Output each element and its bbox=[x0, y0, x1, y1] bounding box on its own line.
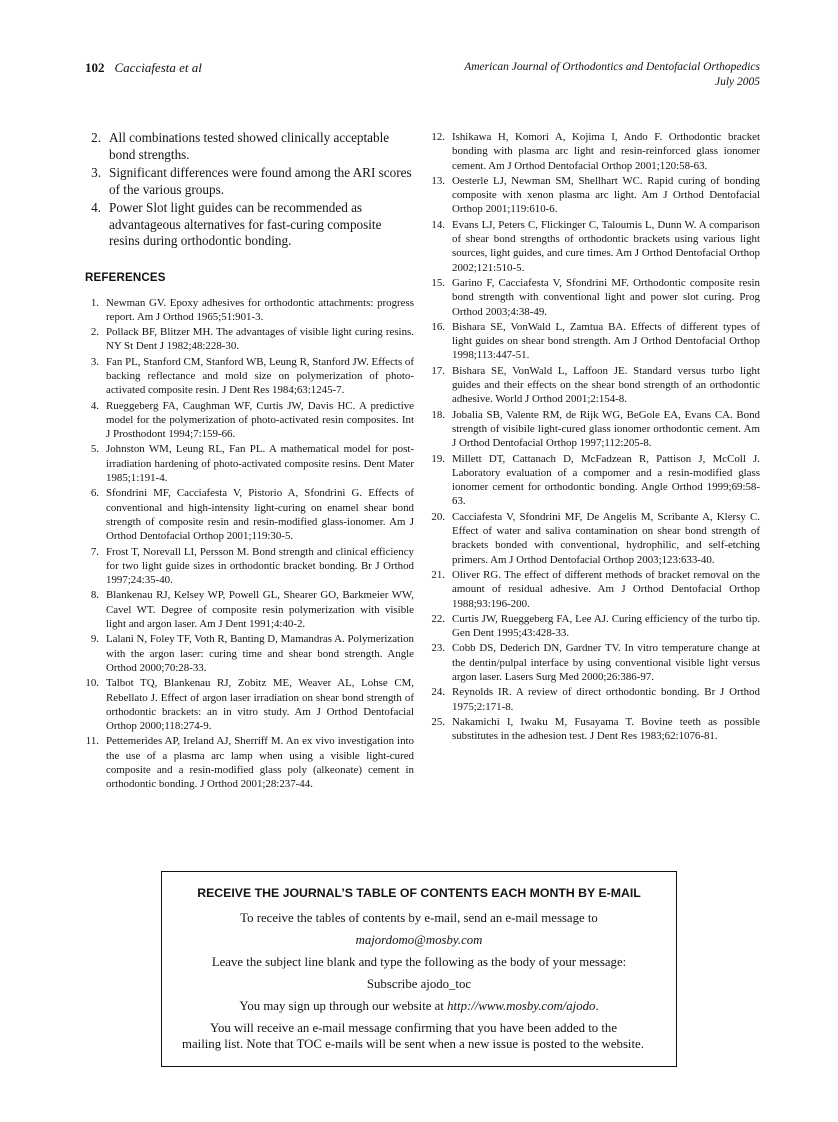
reference-number: 9. bbox=[90, 633, 99, 646]
reference-number: 16. bbox=[431, 320, 445, 333]
conclusion-text: Significant differences were found among the ARI scores of the various groups. bbox=[109, 165, 412, 197]
journal-name: American Journal of Orthodontics and Dentofacial Orthopedics bbox=[464, 61, 760, 73]
references-heading: REFERENCES bbox=[85, 271, 166, 284]
running-head-right bbox=[464, 60, 760, 90]
conclusions-list bbox=[85, 130, 414, 250]
reference-number: 20. bbox=[431, 510, 445, 523]
reference-text: Millett DT, Cattanach D, McFadzean R, Pattison J, McColl J. Laboratory evaluation of a compomer and a resin-modified glass ionomer cement for orthodontic bonding. Angle Orthod 1999;69:58-63. bbox=[452, 452, 760, 508]
reference-number: 15. bbox=[431, 276, 445, 289]
reference-item bbox=[431, 130, 760, 173]
email-address: majordomo@mosby.com bbox=[355, 932, 483, 947]
toc-instruction-line-2: Leave the subject line blank and type the following as the body of your message: bbox=[211, 954, 627, 969]
reference-text: Garino F, Cacciafesta V, Sfondrini MF. Orthodontic composite resin bond strength with conventional light and power slot curing. Prog Orthod 2003;4:38-49. bbox=[452, 276, 760, 318]
reference-item bbox=[85, 296, 414, 325]
reference-number: 2. bbox=[90, 326, 99, 339]
reference-item bbox=[431, 364, 760, 407]
reference-item bbox=[85, 734, 414, 791]
reference-text: Talbot TQ, Blankenau RJ, Zobitz ME, Weaver AL, Lohse CM, Rebellato J. Effect of argon laser irradiation on shear bond strength of orthodontic brackets: an in vitro study. Am J Orthod Dentofacial Orthop 2000;118:274-9. bbox=[106, 677, 414, 733]
reference-text: Cobb DS, Dederich DN, Gardner TV. In vitro temperature change at the dentin/pulpal interface by using conventional visible light versus argon laser. Lasers Surg Med 2000;26:386-97. bbox=[452, 642, 760, 683]
reference-number: 22. bbox=[431, 612, 445, 625]
conclusion-number: 2. bbox=[91, 130, 101, 145]
reference-item bbox=[431, 408, 760, 451]
reference-item bbox=[85, 355, 414, 398]
references-list-right bbox=[431, 130, 760, 743]
reference-number: 21. bbox=[431, 568, 445, 581]
reference-text: Reynolds IR. A review of direct orthodontic bonding. Br J Orthod 1975;2:171-8. bbox=[452, 686, 760, 713]
page-header bbox=[85, 60, 760, 90]
reference-number: 3. bbox=[90, 355, 99, 368]
reference-text: Oesterle LJ, Newman SM, Shellhart WC. Rapid curing of bonding composite with xenon plasma arc light. Am J Orthod Dentofacial Orthop 2001;119:610-6. bbox=[452, 174, 760, 216]
reference-number: 25. bbox=[431, 715, 445, 728]
reference-item bbox=[431, 452, 760, 509]
reference-item bbox=[85, 632, 414, 675]
reference-text: Newman GV. Epoxy adhesives for orthodontic attachments: progress report. Am J Orthod 1965;51:901-3. bbox=[106, 296, 414, 323]
references-list-left bbox=[85, 296, 414, 792]
reference-text: Oliver RG. The effect of different methods of bracket removal on the amount of residual adhesive. Am J Orthod Dentofacial Orthop 1988;93:196-200. bbox=[452, 568, 760, 610]
reference-item bbox=[431, 174, 760, 217]
reference-number: 7. bbox=[90, 545, 99, 558]
conclusion-text: Power Slot light guides can be recommended as advantageous alternatives for fast-curing composite resins during orthodontic bonding. bbox=[109, 200, 382, 248]
conclusion-text: All combinations tested showed clinically acceptable bond strengths. bbox=[109, 130, 390, 162]
reference-text: Ishikawa H, Komori A, Kojima I, Ando F. Orthodontic bracket bonding with plasma arc light and resin-reinforced glass ionomer cement. Am J Orthod Dentofacial Orthop 2001;120:58-63. bbox=[452, 131, 760, 172]
reference-number: 10. bbox=[85, 677, 99, 690]
reference-number: 14. bbox=[431, 218, 445, 231]
website-line-suffix: . bbox=[595, 998, 599, 1013]
reference-text: Jobalia SB, Valente RM, de Rijk WG, BeGole EA, Evans CA. Bond strength of visibile light-cured glass ionomer orthodontic cement. Am J Orthod Dentofacial Orthop 1997;112:205-8. bbox=[452, 408, 760, 450]
reference-text: Cacciafesta V, Sfondrini MF, De Angelis M, Scribante A, Klersy C. Effect of water and saliva contamination on shear bond strength of brackets bonded with conventional, hydrophilic, and self-etching primers. Am J Orthod Dentofacial Orthop 2003;123:633-40. bbox=[452, 510, 760, 566]
reference-number: 1. bbox=[90, 296, 99, 309]
reference-number: 8. bbox=[90, 589, 99, 602]
reference-number: 6. bbox=[90, 487, 99, 500]
reference-text: Sfondrini MF, Cacciafesta V, Pistorio A, Sfondrini G. Effects of conventional and high-intensity light-curing on enamel shear bond strength of composite resin and resin-modified glass-ionomer. Am J Orthod Dentofacial Orthop 2001;119:30-5. bbox=[106, 487, 414, 543]
website-line-prefix: You may sign up through our website at bbox=[239, 998, 448, 1013]
reference-item bbox=[85, 325, 414, 354]
reference-number: 12. bbox=[431, 131, 445, 143]
conclusion-number: 3. bbox=[91, 165, 101, 180]
subscribe-command: Subscribe ajodo_toc bbox=[366, 976, 472, 991]
reference-item bbox=[431, 612, 760, 641]
reference-number: 13. bbox=[431, 174, 445, 187]
left-column bbox=[85, 130, 414, 793]
website-url: http://www.mosby.com/ajodo bbox=[447, 998, 596, 1013]
toc-confirmation-note: You will receive an e-mail message confirming that you have been added to the mailing list. Note that TOC e-mails will be sent when a new issue is posted to the website. bbox=[182, 1020, 644, 1051]
reference-item bbox=[431, 320, 760, 363]
reference-number: 4. bbox=[90, 399, 99, 412]
reference-text: Bishara SE, VonWald L, Laffoon JE. Standard versus turbo light guides and their effects on the shear bond strength of an orthodontic adhesive. World J Orthod 2001;2:154-8. bbox=[452, 364, 760, 406]
toc-instruction-line-1: To receive the tables of contents by e-mail, send an e-mail message to bbox=[240, 910, 598, 925]
reference-text: Rueggeberg FA, Caughman WF, Curtis JW, Davis HC. A predictive model for the polymerization of photo-activated resin composites. Int J Prosthodont 1994;7:159-66. bbox=[106, 399, 414, 441]
toc-box-title: RECEIVE THE JOURNAL’S TABLE OF CONTENTS EACH MONTH BY E-MAIL bbox=[197, 885, 641, 900]
reference-text: Blankenau RJ, Kelsey WP, Powell GL, Shearer GO, Barkmeier WW, Cavel WT. Degree of composite resin polymerization with visible light and argon laser. Am J Dent 1991;4:40-2. bbox=[106, 589, 414, 631]
reference-item bbox=[431, 715, 760, 744]
reference-item bbox=[431, 510, 760, 567]
reference-item bbox=[85, 399, 414, 442]
two-column-body bbox=[85, 130, 760, 793]
reference-text: Pollack BF, Blitzer MH. The advantages of visible light curing resins. NY St Dent J 1982;48:228-30. bbox=[106, 326, 414, 353]
reference-number: 19. bbox=[431, 452, 445, 465]
page-number: 102 bbox=[85, 60, 105, 75]
reference-text: Lalani N, Foley TF, Voth R, Banting D, Mamandras A. Polymerization with the argon laser: curing time and shear bond strength. Angle Orthod 2000;70:28-33. bbox=[106, 633, 414, 674]
issue-date: July 2005 bbox=[714, 76, 760, 88]
reference-item bbox=[85, 486, 414, 543]
reference-number: 17. bbox=[431, 364, 445, 377]
reference-item bbox=[431, 276, 760, 319]
reference-number: 23. bbox=[431, 642, 445, 655]
reference-text: Pettemerides AP, Ireland AJ, Sherriff M. An ex vivo investigation into the use of a plasma arc lamp when using a visible light-cured composite and a resin-modified glass poly (alkeonate) cement in orthodontic bonding. J Orthod 2001;28:237-44. bbox=[106, 735, 414, 791]
reference-item bbox=[85, 442, 414, 485]
reference-number: 11. bbox=[85, 735, 99, 748]
conclusion-item bbox=[85, 130, 414, 163]
reference-number: 18. bbox=[431, 408, 445, 421]
reference-item bbox=[85, 588, 414, 631]
reference-number: 5. bbox=[90, 443, 99, 456]
toc-website-line bbox=[182, 998, 656, 1014]
reference-item bbox=[431, 568, 760, 611]
reference-text: Fan PL, Stanford CM, Stanford WB, Leung R, Stanford JW. Effects of backing reflectance and mold size on polymerization of photo-activated composite resin. J Dent Res 1984;63:1245-7. bbox=[106, 355, 414, 397]
reference-item bbox=[431, 641, 760, 684]
reference-item bbox=[85, 676, 414, 733]
running-authors: Cacciafesta et al bbox=[114, 60, 202, 75]
running-head-left bbox=[85, 60, 202, 76]
reference-item bbox=[431, 685, 760, 714]
conclusion-number: 4. bbox=[91, 200, 101, 215]
reference-text: Nakamichi I, Iwaku M, Fusayama T. Bovine teeth as possible substitutes in the adhesion test. J Dent Res 1983;62:1076-81. bbox=[452, 715, 760, 743]
toc-announcement-box bbox=[161, 871, 677, 1067]
reference-text: Evans LJ, Peters C, Flickinger C, Taloumis L, Dunn W. A comparison of shear bond strengths of orthodontic brackets using various light sources, light guides, and cure times. Am J Orthod Dentofacial Orthop 2002;121:510-5. bbox=[452, 218, 760, 274]
reference-item bbox=[85, 545, 414, 588]
reference-text: Frost T, Norevall LI, Persson M. Bond strength and clinical efficiency for two light guide sizes in orthodontic bracket bonding. Br J Orthod 1997;24:35-40. bbox=[106, 545, 414, 587]
reference-text: Curtis JW, Rueggeberg FA, Lee AJ. Curing efficiency of the turbo tip. Gen Dent 1995;43:428-33. bbox=[452, 612, 760, 640]
conclusion-item bbox=[85, 165, 414, 198]
reference-item bbox=[431, 218, 760, 275]
right-column bbox=[431, 130, 760, 793]
reference-number: 24. bbox=[431, 686, 445, 699]
conclusion-item bbox=[85, 200, 414, 250]
reference-text: Bishara SE, VonWald L, Zamtua BA. Effects of different types of light guides on shear bond strength. Am J Orthod Dentofacial Orthop 1998;113:447-51. bbox=[452, 320, 760, 362]
reference-text: Johnston WM, Leung RL, Fan PL. A mathematical model for post-irradiation hardening of photo-activated composite resins. Dent Mater 1985;1:191-4. bbox=[106, 443, 414, 485]
